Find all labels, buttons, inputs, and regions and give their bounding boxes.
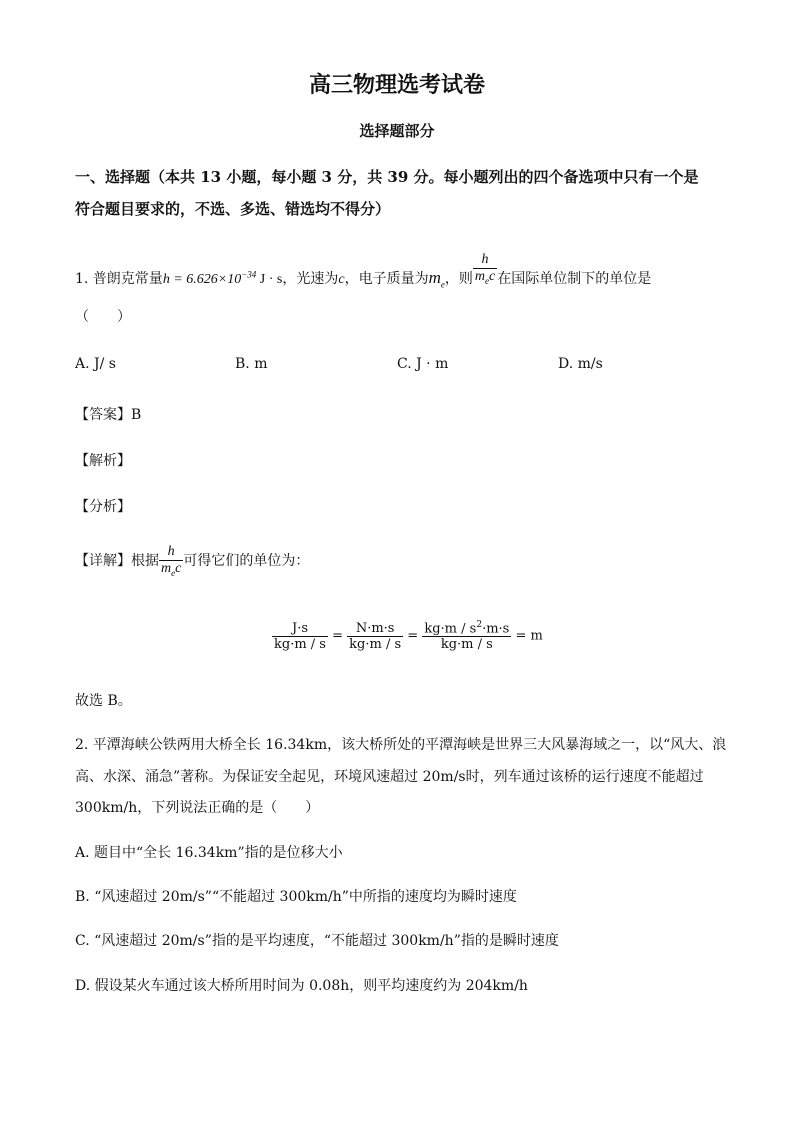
detail-suffix: 可得它们的单位为： bbox=[183, 552, 310, 569]
question-1-fenxi-label: 【分析】 bbox=[75, 499, 131, 515]
fraction-numerator: h bbox=[481, 252, 489, 267]
detail-fraction bbox=[159, 544, 183, 578]
detail-prefix: 【详解】根据 bbox=[75, 552, 159, 569]
question-2-option-c: C. “风速超过 20m/s”指的是平均速度，“不能超过 300km/h”指的是瞬时速度 bbox=[75, 933, 559, 949]
question-1-answer-bracket: （ ） bbox=[75, 309, 131, 325]
electron-mass-sub: e bbox=[440, 279, 445, 290]
planck-value: h = 6.626×10 bbox=[162, 271, 242, 287]
detail-den-c: c bbox=[175, 561, 182, 576]
section-heading-line-2: 符合题目要求的，不选、多选、错选均不得分） bbox=[75, 200, 391, 218]
equation-fraction-1 bbox=[272, 621, 328, 652]
question-1-option-d: D. m/s bbox=[558, 356, 603, 372]
eq-sign-2: = bbox=[407, 628, 419, 644]
section-heading-line-1: 一、选择题（本共 13 小题，每小题 3 分，共 39 分。每小题列出的四个备选项中只有一个是 bbox=[75, 168, 699, 186]
question-2-line-1: 2. 平潭海峡公铁两用大桥全长 16.34km，该大桥所处的平潭海峡是世界三大风暴海域之一，以“风大、浪 bbox=[75, 737, 727, 753]
question-1-answer: 【答案】B bbox=[75, 407, 142, 423]
eq-result: = m bbox=[515, 628, 543, 644]
eq-f3-num-main: kg·m / s bbox=[424, 621, 477, 637]
planck-unit: J · s bbox=[256, 271, 283, 287]
eq-f3-num bbox=[422, 620, 511, 636]
question-2-option-b: B. “风速超过 20m/s”“不能超过 300km/h”中所指的速度均为瞬时速度 bbox=[75, 889, 517, 905]
detail-den-sub: e bbox=[171, 567, 176, 578]
question-2-option-a: A. 题目中“全长 16.34km”指的是位移大小 bbox=[75, 845, 343, 861]
page-title: 高三物理选考试卷 bbox=[308, 72, 485, 98]
planck-formula bbox=[162, 269, 283, 287]
question-2-line-3: 300km/h，下列说法正确的是（ ） bbox=[75, 800, 320, 816]
eq-f2-den: kg·m / s bbox=[349, 636, 402, 652]
eq-f1-num: J·s bbox=[291, 620, 308, 636]
question-1-text-me: ，电子质量为 bbox=[344, 270, 429, 287]
fraction-den-m: m bbox=[474, 269, 485, 284]
question-1-option-a: A. J/ s bbox=[75, 356, 116, 372]
eq-f3-num-tail: ·m·s bbox=[482, 621, 510, 637]
question-1-text-c: ，光速为 bbox=[282, 270, 339, 287]
question-1-analysis-label: 【解析】 bbox=[75, 453, 131, 469]
question-2-option-d: D. 假设某火车通过该大桥所用时间为 0.08h，则平均速度约为 204km/h bbox=[75, 978, 528, 994]
question-1-option-b: B. m bbox=[235, 356, 268, 372]
unit-equation bbox=[272, 620, 543, 652]
question-1-suffix: 在国际单位制下的单位是 bbox=[497, 270, 652, 287]
fraction-den-sub: e bbox=[484, 275, 489, 286]
fraction-den-c: c bbox=[488, 269, 496, 284]
fraction-denominator bbox=[473, 268, 497, 286]
question-2-line-2: 高、水深、涌急”著称。为保证安全起见，环境风速超过 20m/s时，列车通过该桥的运行速度不能超过 bbox=[75, 769, 704, 785]
eq-f2-num: N·m·s bbox=[355, 620, 395, 636]
equation-fraction-3 bbox=[422, 620, 511, 652]
question-1-stem bbox=[75, 252, 652, 296]
question-1-conclusion: 故选 B。 bbox=[75, 693, 132, 709]
question-1-fraction bbox=[473, 252, 497, 286]
electron-mass-symbol bbox=[428, 267, 445, 290]
planck-exponent: −34 bbox=[241, 269, 257, 280]
question-1-detail bbox=[75, 544, 309, 578]
question-1-option-c: C. J · m bbox=[397, 356, 449, 372]
question-1-prefix: 1. 普朗克常量 bbox=[75, 270, 163, 287]
electron-mass-m: m bbox=[428, 267, 441, 287]
detail-fraction-numerator: h bbox=[167, 544, 175, 559]
eq-f3-num-sup: 2 bbox=[476, 620, 483, 630]
detail-fraction-denominator bbox=[159, 560, 183, 578]
eq-f1-den: kg·m / s bbox=[274, 636, 326, 652]
question-1-text-ze: ，则 bbox=[444, 270, 473, 287]
equation-fraction-2 bbox=[347, 621, 403, 652]
speed-of-light-symbol: c bbox=[338, 271, 345, 287]
eq-f3-den: kg·m / s bbox=[422, 636, 511, 652]
page-subtitle: 选择题部分 bbox=[359, 122, 435, 140]
detail-den-m: m bbox=[161, 561, 172, 576]
eq-sign-1: = bbox=[332, 628, 344, 644]
